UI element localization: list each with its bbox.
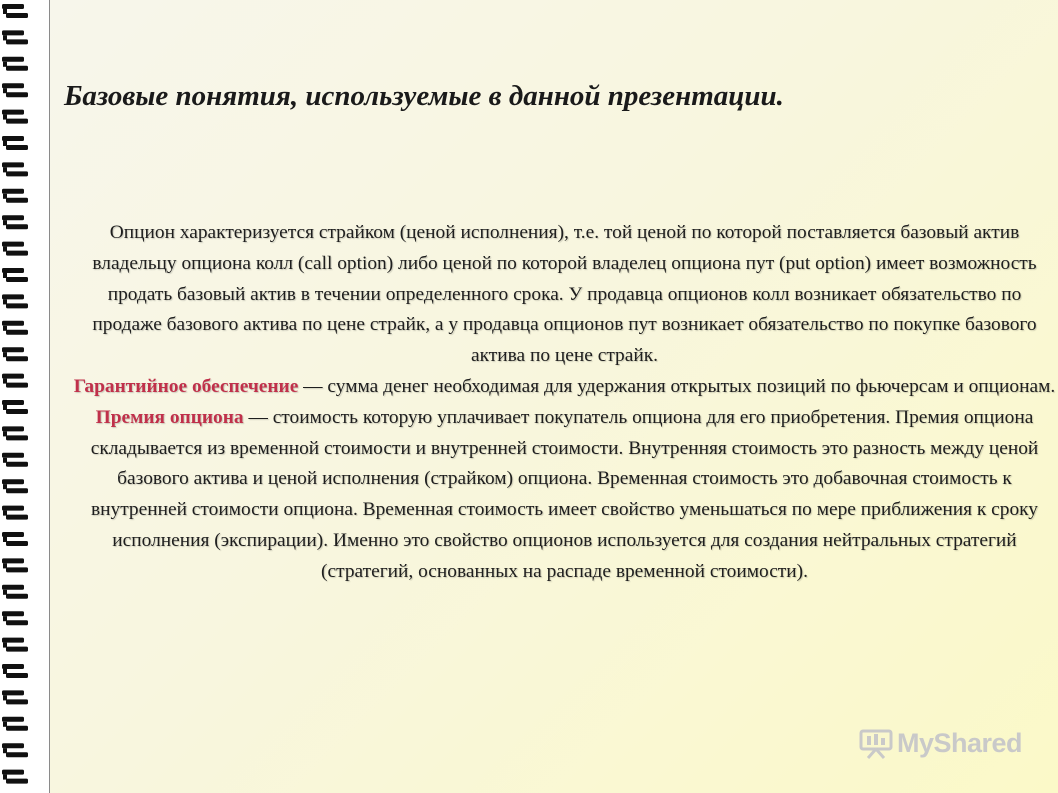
binding-ring	[2, 162, 28, 176]
binding-ring	[2, 506, 28, 520]
binding-ring	[2, 717, 28, 731]
term-margin: Гарантийное обеспечение	[73, 375, 299, 397]
binding-ring	[2, 374, 28, 388]
binding-ring	[2, 532, 28, 546]
binding-ring	[2, 479, 28, 493]
binding-ring	[2, 743, 28, 757]
binding-ring	[2, 136, 28, 150]
paragraph-margin	[72, 372, 1057, 403]
binding-ring	[2, 611, 28, 625]
binding-ring	[2, 426, 28, 440]
binding-ring	[2, 242, 28, 256]
binding-ring	[2, 294, 28, 308]
binding-ring	[2, 347, 28, 361]
definition: стоимость которую уплачивает покупатель опциона для его приобретения. Премия опциона складывается из временной стоимости и внутренней стоимости. Внутренняя стоимость это разность между ценой базового актива и ценой исполнения (страйком) опциона. Временная стоимость это добавочная стоимость к внутренней стоимости опциона. Временная стоимость имеет свойство уменьшаться по мере приближения к сроку исполнения (экспирации). Именно это свойство опционов используется для создания нейтральных стратегий (стратегий, основанных на распаде временной стоимости).	[90, 406, 1039, 582]
binding-ring	[2, 30, 28, 44]
separator: —	[243, 406, 273, 428]
definition: сумма денег необходимая для удержания открытых позиций по фьючерсам и опционам.	[327, 375, 1056, 397]
binding-ring	[2, 268, 28, 282]
binding-ring	[2, 4, 28, 18]
presentation-board-icon	[859, 729, 893, 759]
binding-ring	[2, 215, 28, 229]
binding-ring	[2, 321, 28, 335]
myshared-watermark	[859, 728, 1022, 759]
binding-ring	[2, 453, 28, 467]
binding-ring	[2, 690, 28, 704]
slide-body	[72, 218, 1057, 588]
term-premium: Премия опциона	[95, 406, 244, 428]
binding-ring	[2, 638, 28, 652]
paragraph-option	[72, 218, 1057, 372]
binding-ring	[2, 189, 28, 203]
slide-title: Базовые понятия, используемые в данной презентации.	[64, 80, 784, 112]
paragraph-premium	[72, 403, 1057, 588]
binding-rings	[0, 0, 50, 793]
binding-ring	[2, 83, 28, 97]
definition: Опцион характеризуется страйком (ценой исполнения), т.е. той ценой по которой поставляется базовый актив владельцу опциона колл (call option) либо ценой по которой владелец опциона пут (put option) имеет возможность продать базовый актив в течении определенного срока. У продавца опционов колл возникает обязательство по продаже базового актива по цене страйк, а у продавца опционов пут возникает обязательство по покупке базового актива по цене страйк.	[92, 222, 1037, 367]
binding-ring	[2, 558, 28, 572]
spiral-binding	[0, 0, 50, 793]
binding-ring	[2, 664, 28, 678]
watermark-text: MyShared	[896, 728, 1022, 758]
binding-ring	[2, 110, 28, 124]
binding-ring	[2, 770, 28, 784]
binding-ring	[2, 57, 28, 71]
binding-ring	[2, 400, 28, 414]
binding-ring	[2, 585, 28, 599]
separator: —	[298, 375, 328, 397]
